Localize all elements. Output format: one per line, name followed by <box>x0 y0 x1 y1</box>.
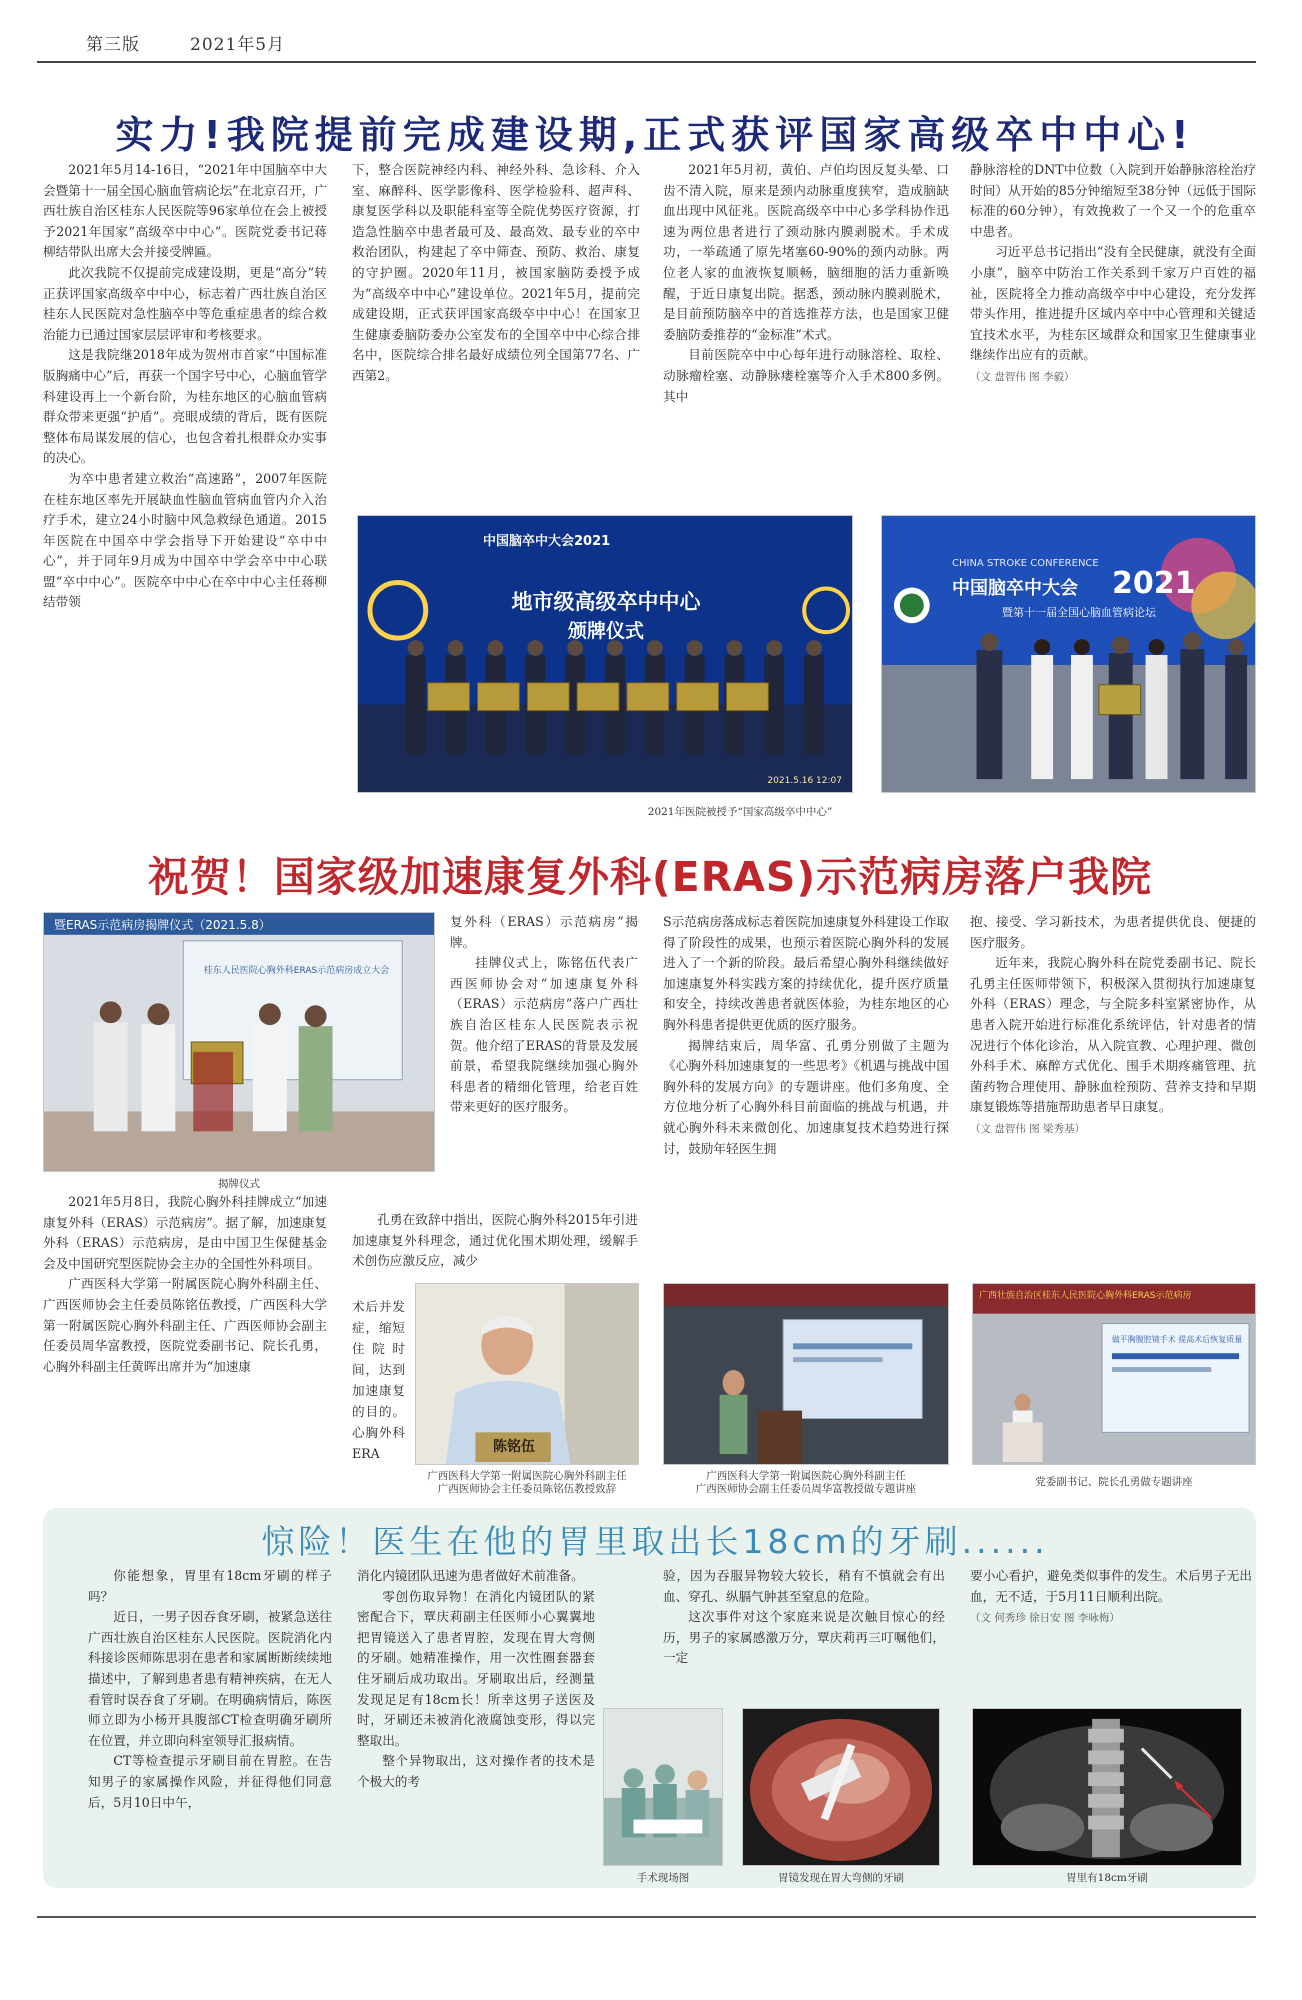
photo-award-ceremony <box>357 515 853 793</box>
photo-surgery-scene <box>603 1708 723 1866</box>
paragraph: 广西医科大学第一附属医院心胸外科副主任、广西医师协会主任委员陈铭伍教授，广西医科大学第一附属医院心胸外科副主任、广西医师协会副主任委员周华富教授，医院党委副书记、院长孔勇，心胸外科副主任黄晖出席并为“加速康 <box>43 1276 327 1374</box>
nameplate: 陈铭伍 <box>493 1439 535 1455</box>
article2-col1 <box>43 1192 327 1466</box>
header-rule <box>37 61 1256 63</box>
conf-subtitle: 暨第十一届全国心脑血管病论坛 <box>1002 606 1156 619</box>
article3-col1 <box>88 1566 332 1880</box>
article1-col4 <box>970 160 1256 505</box>
banner-year: 中国脑卒中大会2021 <box>483 534 611 549</box>
article2-credit: （文 盘智伟 图 梁秀基） <box>970 1122 1086 1135</box>
photo-chen-caption-1: 广西医科大学第一附属医院心胸外科副主任 <box>427 1470 627 1482</box>
paragraph: S示范病房落成标志着医院加速康复外科建设工作取得了阶段性的成果，也预示着医院心胸外科的发展进入了一个新的阶段。最后希望心胸外科继续做好加速康复外科实践方案的持续优化，提升医疗质量和安全，持续改善患者就医体验，为桂东地区的心胸外科患者提供更优质的医疗服务。 <box>663 914 949 1032</box>
article3-col4 <box>970 1566 1252 1676</box>
banner-subtitle: 颁牌仪式 <box>567 620 644 642</box>
paragraph: 你能想象，胃里有18cm牙刷的样子吗？ <box>88 1568 332 1604</box>
paragraph: 术后并发症，缩短住院时间，达到加速康复的目的。心胸外科ERA <box>352 1299 405 1461</box>
paragraph: 挂牌仪式上，陈铭伍代表广西医师协会对“加速康复外科（ERAS）示范病房”落户广西壮族自治区桂东人民医院表示祝贺。他介绍了ERAS的背景及发展前景，希望我院继续加强心胸外科患者的精细化管理，给老百姓带来更好的医疗服务。 <box>450 955 638 1115</box>
paragraph: 习近平总书记指出“没有全民健康，就没有全面小康”，脑卒中防治工作关系到千家万户百姓的福祉，医院将全力推动高级卒中中心建设，充分发挥带头作用，推进提升区域内卒中中心管理和关键适宜技术水平，为桂东区域群众和国家卫生健康事业继续作出应有的贡献。 <box>970 244 1256 363</box>
photo-endoscopy-caption: 胃镜发现在胃大弯侧的牙刷 <box>778 1872 904 1884</box>
paragraph: 这是我院继2018年成为贺州市首家“中国标准版胸痛中心”后，再获一个国字号中心，心脑血管学科建设再上一个新台阶，为桂东地区的心脑血管病群众带来更强“护盾”。亮眼成绩的背后，既有医院整体布局谋发展的信心，也包含着扎根群众办实事的决心。 <box>43 347 327 466</box>
paragraph: 这次事件对这个家庭来说是次触目惊心的经历，男子的家属感激万分，覃庆莉再三叮嘱他们，一定 <box>663 1609 945 1666</box>
article3-col3 <box>663 1566 945 1702</box>
paragraph: 目前医院卒中中心每年进行动脉溶栓、取栓、动脉瘤栓塞、动静脉瘘栓塞等介入手术800多例。其中 <box>663 347 949 404</box>
article3-col2 <box>357 1566 595 1880</box>
article2-headline: 祝贺！国家级加速康复外科(ERAS)示范病房落户我院 <box>147 853 1153 901</box>
paragraph: 下，整合医院神经内科、神经外科、急诊科、介入室、麻醉科、医学影像科、医学检验科、超声科、康复医学科以及职能科室等全院优势医疗资源，打造急性脑卒中患者最可及、最高效、最专业的卒中救治团队，构建起了卒中筛查、预防、救治、康复的守护圈。2020年11月，被国家脑防委授予成为“高级卒中中心”建设单位。2021年5月，提前完成建设期，正式获评国家高级卒中中心！在国家卫生健康委脑防委办公室发布的全国卒中中心综合排名中，医院综合排名最好成绩位列全国第77名、广西第2。 <box>352 162 640 383</box>
paragraph: 2021年5月8日，我院心胸外科挂牌成立“加速康复外科（ERAS）示范病房”。据了解，加速康复外科（ERAS）示范病房，是由中国卫生保健基金会及中国研究型医院协会主办的全国性外科项目。 <box>43 1194 327 1271</box>
photo-ct-scan <box>972 1708 1242 1866</box>
article2-col2b <box>352 1210 638 1294</box>
plaque-caption: 揭牌仪式 <box>218 1178 260 1190</box>
paragraph: 2021年5月14-16日，“2021年中国脑卒中大会暨第十一届全国心脑血管病论坛”在北京召开，广西壮族自治区桂东人民医院等96家单位在会上被授予2021年国家“高级卒中中心”。医院党委书记蒋柳结带队出席大会并接受牌匾。 <box>43 162 327 260</box>
article3-credit: （文 何秀珍 徐日安 图 李咏梅） <box>970 1612 1120 1625</box>
conf-en: CHINA STROKE CONFERENCE <box>952 558 1099 569</box>
conf-year: 2021 <box>1112 566 1196 601</box>
paragraph: 近日，一男子因吞食牙刷，被紧急送往广西壮族自治区桂东人民医院。医院消化内科接诊医师陈思羽在患者和家属断断续续地描述中，了解到患者患有精神疾病，在无人看管时误吞食了牙刷。在明确病情后，陈医师立即为小杨开具腹部CT检查明确牙刷所在位置，并立即向科室领导汇报病情。 <box>88 1609 332 1748</box>
page-section-label: 第三版 <box>86 35 140 55</box>
photo-ct-caption: 胃里有18cm牙刷 <box>1066 1872 1148 1884</box>
paragraph: 整个异物取出，这对操作者的技术是个极大的考 <box>357 1753 595 1789</box>
paragraph: 消化内镜团队迅速为患者做好术前准备。 <box>357 1568 584 1583</box>
issue-date: 2021年5月 <box>190 35 286 55</box>
photo-surgery-caption: 手术现场图 <box>636 1872 690 1884</box>
photo-banner: 暨ERAS示范病房揭牌仪式（2021.5.8） <box>54 918 271 932</box>
article3-headline: 惊险！医生在他的胃里取出长18cm的牙刷...... <box>261 1522 1049 1561</box>
article1-col1 <box>43 160 327 808</box>
paragraph: 抱、接受、学习新技术，为患者提供优良、便捷的医疗服务。 <box>970 914 1256 950</box>
photo-kong-lecture <box>972 1283 1256 1465</box>
article1-caption: 2021年医院被授予“国家高级卒中中心” <box>647 806 833 818</box>
photo-zhou-lecture <box>663 1283 949 1465</box>
article2-col2a <box>450 912 638 1207</box>
article2-col4 <box>970 912 1256 1212</box>
article1-credit: （文 盘智伟 图 李毅） <box>970 370 1075 383</box>
photo-kong-caption: 党委副书记、院长孔勇做专题讲座 <box>1035 1476 1193 1488</box>
paragraph: 2021年5月初，黄伯、卢伯均因反复头晕、口齿不清入院，原来是颈内动脉重度狭窄，造成脑缺血出现中风征兆。医院高级卒中中心多学科协作迅速为两位患者进行了颈动脉内膜剥脱术。手术成功，一举疏通了原先堵塞60-90%的颈内动脉。两位老人家的血液恢复顺畅，脑细胞的活力重新唤醒，于近日康复出院。据悉，颈动脉内膜剥脱术，是目前预防脑卒中的首选推荐方法，也是国家卫健委脑防委推荐的“金标准”术式。 <box>663 162 949 342</box>
article1-col3 <box>663 160 949 505</box>
photo-screen-text: 桂东人民医院心胸外科ERAS示范病房成立大会 <box>203 966 390 976</box>
photo-zhou-caption-1: 广西医科大学第一附属医院心胸外科副主任 <box>706 1470 906 1482</box>
photo-kong-screen: 做平胸腹腔镜手术 提高术后恢复质量 <box>1111 1335 1243 1344</box>
paragraph: 验，因为吞服异物较大较长，稍有不慎就会有出血、穿孔、纵膈气肿甚至窒息的危险。 <box>663 1568 945 1604</box>
photo-conference <box>881 515 1256 793</box>
paragraph: 复外科（ERAS）示范病房”揭牌。 <box>450 914 638 950</box>
footer-rule <box>37 1916 1256 1918</box>
photo-timestamp: 2021.5.16 12:07 <box>767 776 842 786</box>
paragraph: 零创伤取异物！在消化内镜团队的紧密配合下，覃庆莉副主任医师小心翼翼地把胃镜送入了患者胃腔，发现在胃大弯侧的牙刷。她精准操作，用一次性圈套器套住牙刷后成功取出。牙刷取出后，经测量发现足足有18cm长！所幸这男子送医及时，牙刷还未被消化液腐蚀变形，得以完整取出。 <box>357 1588 595 1748</box>
paragraph: CT等检查提示牙刷目前在胃腔。在告知男子的家属操作风险，并征得他们同意后，5月10日中午， <box>88 1753 332 1810</box>
conf-cn: 中国脑卒中大会 <box>952 578 1078 599</box>
paragraph: 孔勇在致辞中指出，医院心胸外科2015年引进加速康复外科理念，通过优化围术期处理，缓解手术创伤应激反应，减少 <box>352 1212 638 1269</box>
paragraph: 为卒中患者建立救治“高速路”，2007年医院在桂东地区率先开展缺血性脑血管病血管内介入治疗手术，建立24小时脑中风急救绿色通道。2015年医院在中国卒中学会指导下开始建设“卒中中心”，并于同年9月成为中国卒中学会卒中中心联盟“卒中中心”。医院卒中中心在卒中中心主任蒋柳结带领 <box>43 470 327 610</box>
article2-col3 <box>663 912 949 1282</box>
photo-kong-banner: 广西壮族自治区桂东人民医院心胸外科ERAS示范病房 <box>979 1291 1192 1301</box>
article1-headline: 实力!我院提前完成建设期,正式获评国家高级卒中中心! <box>115 113 1195 157</box>
paragraph: 近年来，我院心胸外科在院党委副书记、院长孔勇主任医师带领下，积极深入贯彻执行加速康复外科（ERAS）理念，与全院多科室紧密协作，从患者入院开始进行标准化系统评估，针对患者的情况进行个体化诊治，从入院宣教、心理护理、微创外科手术、麻醉方式优化、围手术期疼痛管理、抗菌药物合理使用、静脉血栓预防、营养支持和早期康复锻炼等措施帮助患者早日康复。 <box>970 955 1256 1115</box>
paragraph: 此次我院不仅提前完成建设期，更是“高分”转正获评国家高级卒中中心，标志着广西壮族自治区桂东人民医院对急性脑卒中等危重症患者的综合救治能力已通过国家层层评审和考核要求。 <box>43 264 327 342</box>
paragraph: 揭牌结束后，周华富、孔勇分别做了主题为《心胸外科加速康复的一些思考》《机遇与挑战中国胸外科的发展方向》的专题讲座。他们多角度、全方位地分析了心胸外科目前面临的挑战与机遇，并就心胸外科未来微创化、加速康复技术趋势进行探讨，鼓励年轻医生拥 <box>663 1037 949 1156</box>
banner-title: 地市级高级卒中中心 <box>511 590 701 614</box>
photo-chen-speech <box>415 1283 639 1465</box>
paragraph: 要小心看护，避免类似事件的发生。术后男子无出血，无不适，于5月11日顺利出院。 <box>970 1568 1252 1604</box>
paragraph: 静脉溶栓的DNT中位数（入院到开始静脉溶栓治疗时间）从开始的85分钟缩短至38分钟（远低于国际标准的60分钟），有效挽救了一个又一个的危重卒中患者。 <box>970 162 1256 239</box>
photo-chen-caption-2: 广西医师协会主任委员陈铭伍教授致辞 <box>437 1483 617 1495</box>
photo-endoscopy <box>742 1708 940 1866</box>
article1-col2 <box>352 160 640 505</box>
photo-zhou-caption-2: 广西医师协会副主任委员周华富教授做专题讲座 <box>695 1483 917 1495</box>
article2-col2c <box>352 1296 405 1470</box>
photo-plaque-ceremony <box>43 912 435 1172</box>
